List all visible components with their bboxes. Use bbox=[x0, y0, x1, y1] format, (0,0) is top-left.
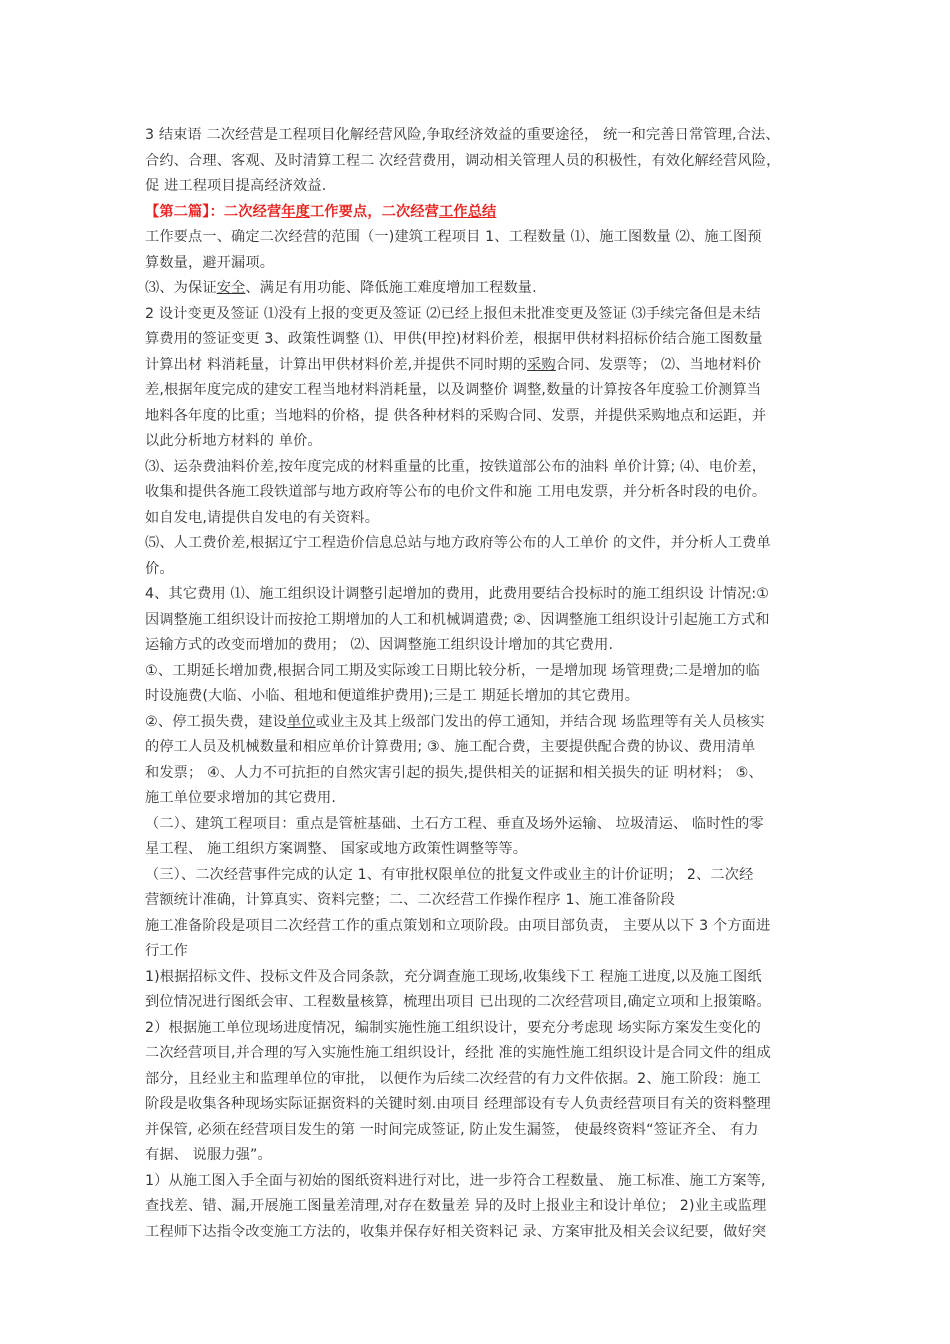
text-line bbox=[145, 276, 810, 302]
heading-text: 【第二篇】：二次经营 bbox=[145, 203, 282, 220]
line-text: 4、其它费用 ⑴、施工组织设计调整引起增加的费用，此费用要结合投标时的施工组织设 计情况:① bbox=[145, 586, 770, 602]
line-text: 或业主及其上级部门发出的停工通知，并结合现 场监理等有关人员核实 bbox=[315, 713, 765, 730]
line-text: 到位情况进行图纸会审、工程数量核算，梳理出项目 已出现的二次经营项目,确定立项和上报策略。 bbox=[145, 994, 771, 1010]
text-line bbox=[145, 990, 810, 1016]
line-text: 施工准备阶段是项目二次经营工作的重点策划和立项阶段。由项目部负责， 主要从以下 3 个方面进 bbox=[145, 917, 771, 934]
text-line bbox=[145, 174, 810, 200]
text-line bbox=[145, 149, 810, 175]
text-line bbox=[145, 684, 810, 710]
document-page bbox=[145, 123, 810, 1245]
text-line bbox=[145, 1194, 810, 1220]
line-text: 如自发电,请提供自发电的有关资料。 bbox=[145, 509, 380, 526]
line-text: 部分，且经业主和监理单位的审批， 以便作为后续二次经营的有力文件依据。2、施工阶段：施工 bbox=[145, 1070, 762, 1087]
link-safety[interactable]: 安全 bbox=[216, 280, 246, 296]
line-text: 3 结束语 二次经营是工程项目化解经营风险,争取经济效益的重要途径， 统一和完善日常管理,合法、 bbox=[145, 127, 780, 143]
text-line bbox=[145, 1118, 810, 1144]
text-line bbox=[145, 786, 810, 812]
section-heading bbox=[145, 200, 810, 226]
line-text: 和发票； ④、人力不可抗拒的自然灾害引起的损失,提供相关的证据和相关损失的证 明材料； ⑤、 bbox=[145, 764, 763, 781]
text-line bbox=[145, 1067, 810, 1093]
text-line bbox=[145, 353, 810, 379]
line-text: 并保管, 必须在经营项目发生的第 一时间完成签证, 防止发生漏签， 使最终资料“签证齐全、 有力 bbox=[145, 1121, 759, 1138]
line-text: 算费用的签证变更 3、政策性调整 ⑴、甲供(甲控)材料价差，根据甲供材料招标价结合施工图数量 bbox=[145, 331, 763, 347]
line-text: 二次经营项目,并合理的写入实施性施工组织设计，经批 准的实施性施工组织设计是合同文件的组成 bbox=[145, 1045, 771, 1061]
line-text: 有据、 说服力强”。 bbox=[145, 1147, 272, 1163]
line-text: 时设施费(大临、小临、租地和便道维护费用);三是工 期延长增加的其它费用。 bbox=[145, 688, 640, 704]
line-text: ⑶、运杂费油料价差,按年度完成的材料重量的比重，按铁道部公布的油料 单价计算; ⑷、电价差， bbox=[145, 458, 767, 475]
text-line bbox=[145, 939, 810, 965]
line-text: 查找差、错、漏,开展施工图量差清理,对存在数量差 异的及时上报业主和设计单位； 2)业主或监理 bbox=[145, 1198, 767, 1214]
line-text: （二）、建筑工程项目：重点是管桩基础、土石方工程、垂直及场外运输、 垃圾清运、 临时性的零 bbox=[145, 815, 764, 832]
line-text: ②、停工损失费，建设 bbox=[145, 713, 287, 730]
text-line bbox=[145, 1016, 810, 1042]
text-line bbox=[145, 735, 810, 761]
line-text: 促 进工程项目提高经济效益. bbox=[145, 178, 327, 194]
text-line bbox=[145, 429, 810, 455]
line-text: 星工程、 施工组织方案调整、 国家或地方政策性调整等等。 bbox=[145, 841, 528, 857]
line-text: 行工作 bbox=[145, 943, 189, 959]
line-text: 收集和提供各施工段铁道部与地方政府等公布的电价文件和施 工用电发票，并分析各时段的电价。 bbox=[145, 484, 767, 500]
line-text: 计算出材 料消耗量，计算出甲供材料价差,并提供不同时期的 bbox=[145, 356, 528, 373]
line-text: 运输方式的改变而增加的费用； ⑵、因调整施工组织设计增加的其它费用. bbox=[145, 637, 614, 653]
text-line bbox=[145, 888, 810, 914]
text-line bbox=[145, 327, 810, 353]
line-text: ⑶、为保证 bbox=[145, 280, 217, 296]
link-procurement[interactable]: 采购 bbox=[527, 356, 556, 373]
text-line bbox=[145, 557, 810, 583]
text-line bbox=[145, 863, 810, 889]
text-line bbox=[145, 251, 810, 277]
text-line bbox=[145, 404, 810, 430]
line-text: 2）根据施工单位现场进度情况，编制实施性施工组织设计，要充分考虑现 场实际方案发生变化的 bbox=[145, 1019, 762, 1036]
text-line bbox=[145, 837, 810, 863]
line-text: 因调整施工组织设计而按抢工期增加的人工和机械调遣费; ②、因调整施工组织设计引起施工方式和 bbox=[145, 611, 770, 628]
line-text: 1）从施工图入手全面与初始的图纸资料进行对比，进一步符合工程数量、 施工标准、施工方案等, bbox=[145, 1172, 766, 1189]
text-line bbox=[145, 1169, 810, 1195]
line-text: 差,根据年度完成的建安工程当地材料消耗量，以及调整价 调整,数量的计算按各年度验工价测算当 bbox=[145, 382, 762, 398]
line-text: 的停工人员及机械数量和相应单价计算费用; ③、施工配合费，主要提供配合费的协议、费用清单 bbox=[145, 739, 756, 755]
line-text: 工程师下达指令改变施工方法的，收集并保存好相关资料记 录、方案审批及相关会议纪要，做好突 bbox=[145, 1223, 767, 1240]
text-line bbox=[145, 710, 810, 736]
text-line bbox=[145, 378, 810, 404]
text-line bbox=[145, 455, 810, 481]
line-text: 营额统计准确，计算真实、资料完整；二、二次经营工作操作程序 1、施工准备阶段 bbox=[145, 892, 675, 908]
line-text: ①、工期延长增加费,根据合同工期及实际竣工日期比较分析，一是增加现 场管理费;二是增加的临 bbox=[145, 662, 760, 679]
line-text: 、满足有用功能、降低施工难度增加工程数量. bbox=[245, 280, 537, 296]
heading-text: 工作要点，二次经营 bbox=[309, 203, 440, 220]
text-line bbox=[145, 761, 810, 787]
text-line bbox=[145, 302, 810, 328]
text-line bbox=[145, 812, 810, 838]
line-text: 施工单位要求增加的其它费用. bbox=[145, 790, 337, 806]
line-text: ⑸、人工费价差,根据辽宁工程造价信息总站与地方政府等公布的人工单价 的文件，并分析人工费单 bbox=[145, 535, 771, 551]
text-line bbox=[145, 225, 810, 251]
line-text: 地料各年度的比重；当地料的价格，提 供各种材料的采购合同、发票，并提供采购地点和运距，并 bbox=[145, 407, 767, 424]
text-line bbox=[145, 659, 810, 685]
text-line bbox=[145, 123, 810, 149]
text-line bbox=[145, 1143, 810, 1169]
line-text: 合同、发票等； ⑵、当地材料价 bbox=[555, 356, 762, 373]
link-unit[interactable]: 单位 bbox=[286, 713, 316, 730]
text-line bbox=[145, 506, 810, 532]
text-line bbox=[145, 1092, 810, 1118]
text-line bbox=[145, 608, 810, 634]
text-line bbox=[145, 1041, 810, 1067]
line-text: 以此分析地方材料的 单价。 bbox=[145, 433, 322, 449]
heading-link-work-summary[interactable]: 工作总结 bbox=[439, 203, 497, 220]
text-line bbox=[145, 965, 810, 991]
text-line bbox=[145, 480, 810, 506]
line-text: 2 设计变更及签证 ⑴没有上报的变更及签证 ⑵已经上报但未批准变更及签证 ⑶手续完备但是未结 bbox=[145, 305, 761, 322]
line-text: 合约、合理、客观、及时清算工程二 次经营费用，调动相关管理人员的积极性，有效化解经营风险， bbox=[145, 152, 781, 169]
text-line bbox=[145, 633, 810, 659]
text-line bbox=[145, 531, 810, 557]
text-line bbox=[145, 914, 810, 940]
line-text: （三）、二次经营事件完成的认定 1、有审批权限单位的批复文件或业主的计价证明； 2、二次经 bbox=[145, 866, 754, 883]
line-text: 阶段是收集各种现场实际证据资料的关键时刻.由项目 经理部设有专人负责经营项目有关的资料整理 bbox=[145, 1096, 771, 1112]
text-line bbox=[145, 1220, 810, 1246]
line-text: 工作要点一、确定二次经营的范围（一)建筑工程项目 1、工程数量 ⑴、施工图数量 ⑵、施工图预 bbox=[145, 229, 762, 245]
line-text: 算数量，避开漏项。 bbox=[145, 254, 275, 271]
text-line bbox=[145, 582, 810, 608]
heading-link-annual[interactable]: 年度 bbox=[281, 203, 310, 220]
line-text: 价。 bbox=[145, 560, 174, 577]
line-text: 1)根据招标文件、投标文件及合同条款，充分调查施工现场,收集线下工 程施工进度,以及施工图纸 bbox=[145, 968, 762, 985]
